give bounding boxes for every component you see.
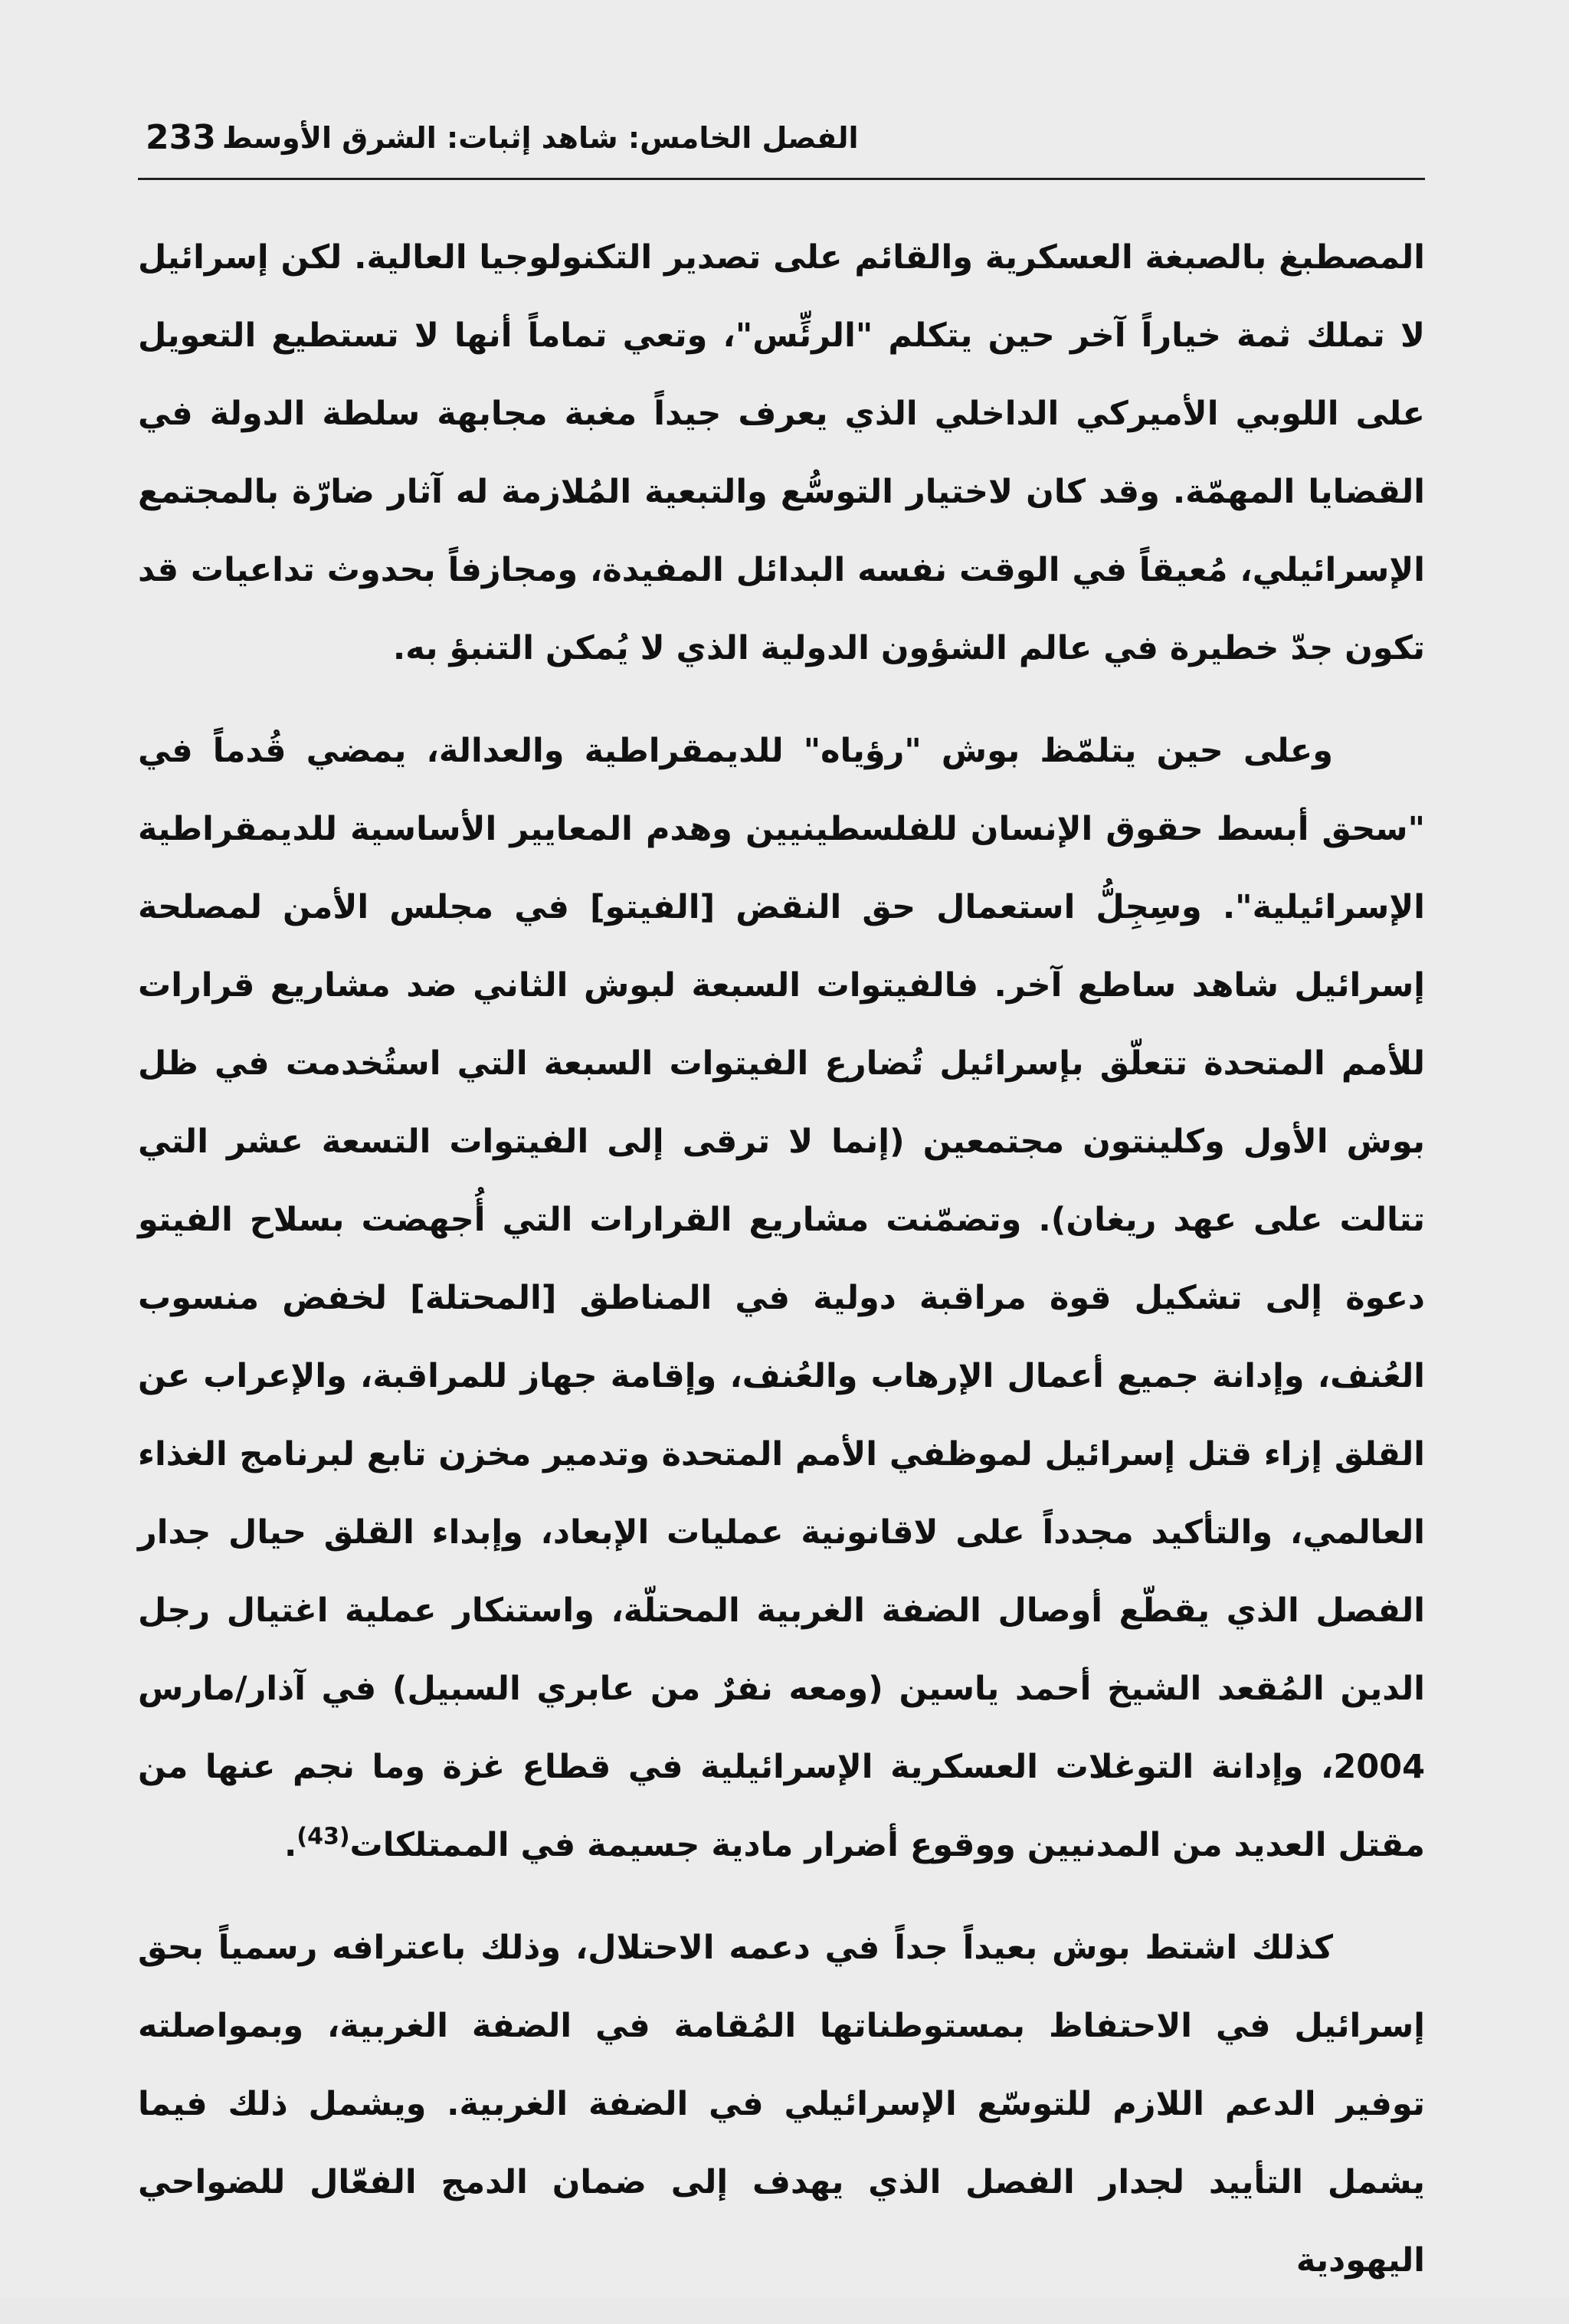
paragraph-text: وعلى حين يتلمّظ بوش "رؤياه" للديمقراطية والعدالة، يمضي قُدماً في "سحق أبسط حقوق الإنسان للفلسطينيين وهدم المعايير الأساسية للديمقراطية الإسرائيلية". وسِجِلُّ استعمال حق النقض [الفيتو] في مجلس الأمن لمصلحة إسرائيل شاهد ساطع آخر. فالفيتوات السبعة لبوش الثاني ضد مشاريع قرارات للأمم المتحدة تتعلّق بإسرائيل تُضارع الفيتوات السبعة التي استُخدمت في ظل بوش الأول وكلينتون مجتمعين (إنما لا ترقى إلى الفيتوات التسعة عشر التي تتالت على عهد ريغان). وتضمّنت مشاريع القرارات التي أُجهضت بسلاح الفيتو دعوة إلى تشكيل قوة مراقبة دولية في المناطق [المحتلة] لخفض منسوب العُنف، وإدانة جميع أعمال الإرهاب والعُنف، وإقامة جهاز للمراقبة، والإعراب عن القلق إزاء قتل إسرائيل لموظفي الأمم المتحدة وتدمير مخزن تابع لبرنامج الغذاء العالمي، والتأكيد مجدداً على لاقانونية عمليات الإبعاد، وإبداء القلق حيال جدار الفصل الذي يقطّع أوصال الضفة الغربية المحتلّة، واستنكار عملية اغتيال رجل الدين المُقعد الشيخ أحمد ياسين (ومعه نفرٌ من عابري السبيل) في آذار/مارس 2004، وإدانة التوغلات العسكرية الإسرائيلية في قطاع غزة وما نجم عنها من مقتل العديد من المدنيين ووقوع أضرار مادية جسيمة في الممتلكات	[138, 732, 1425, 1864]
paragraph	[138, 218, 1425, 687]
paragraph	[138, 712, 1425, 1884]
header-rule	[138, 178, 1425, 180]
paragraph	[138, 1909, 1425, 2299]
paragraph-text: المصطبغ بالصبغة العسكرية والقائم على تصدير التكنولوجيا العالية. لكن إسرائيل لا تملك ثمة خياراً آخر حين يتكلم "الرئِّس"، وتعي تماماً أنها لا تستطيع التعويل على اللوبي الأميركي الداخلي الذي يعرف جيداً مغبة مجابهة سلطة الدولة في القضايا المهمّة. وقد كان لاختيار التوسُّع والتبعية المُلازمة له آثار ضارّة بالمجتمع الإسرائيلي، مُعيقاً في الوقت نفسه البدائل المفيدة، ومجازفاً بحدوث تداعيات قد تكون جدّ خطيرة في عالم الشؤون الدولية الذي لا يُمكن التنبؤ به.	[138, 238, 1425, 667]
page-header	[138, 115, 1425, 169]
paragraph-text: كذلك اشتط بوش بعيداً جداً في دعمه الاحتلال، وذلك باعترافه رسمياً بحق إسرائيل في الاحتفاظ بمستوطناتها المُقامة في الضفة الغربية، وبمواصلته توفير الدعم اللازم للتوسّع الإسرائيلي في الضفة الغربية. ويشمل ذلك فيما يشمل التأييد لجدار الفصل الذي يهدف إلى ضمان الدمج الفعّال للضواحي اليهودية	[138, 1929, 1425, 2280]
paragraph-ending: .	[284, 1826, 297, 1864]
body-text	[138, 218, 1425, 2324]
footnote-reference: (43)	[296, 1823, 350, 1850]
page-number: 233	[146, 118, 216, 157]
running-title: الفصل الخامس: شاهد إثبات: الشرق الأوسط	[222, 121, 859, 155]
